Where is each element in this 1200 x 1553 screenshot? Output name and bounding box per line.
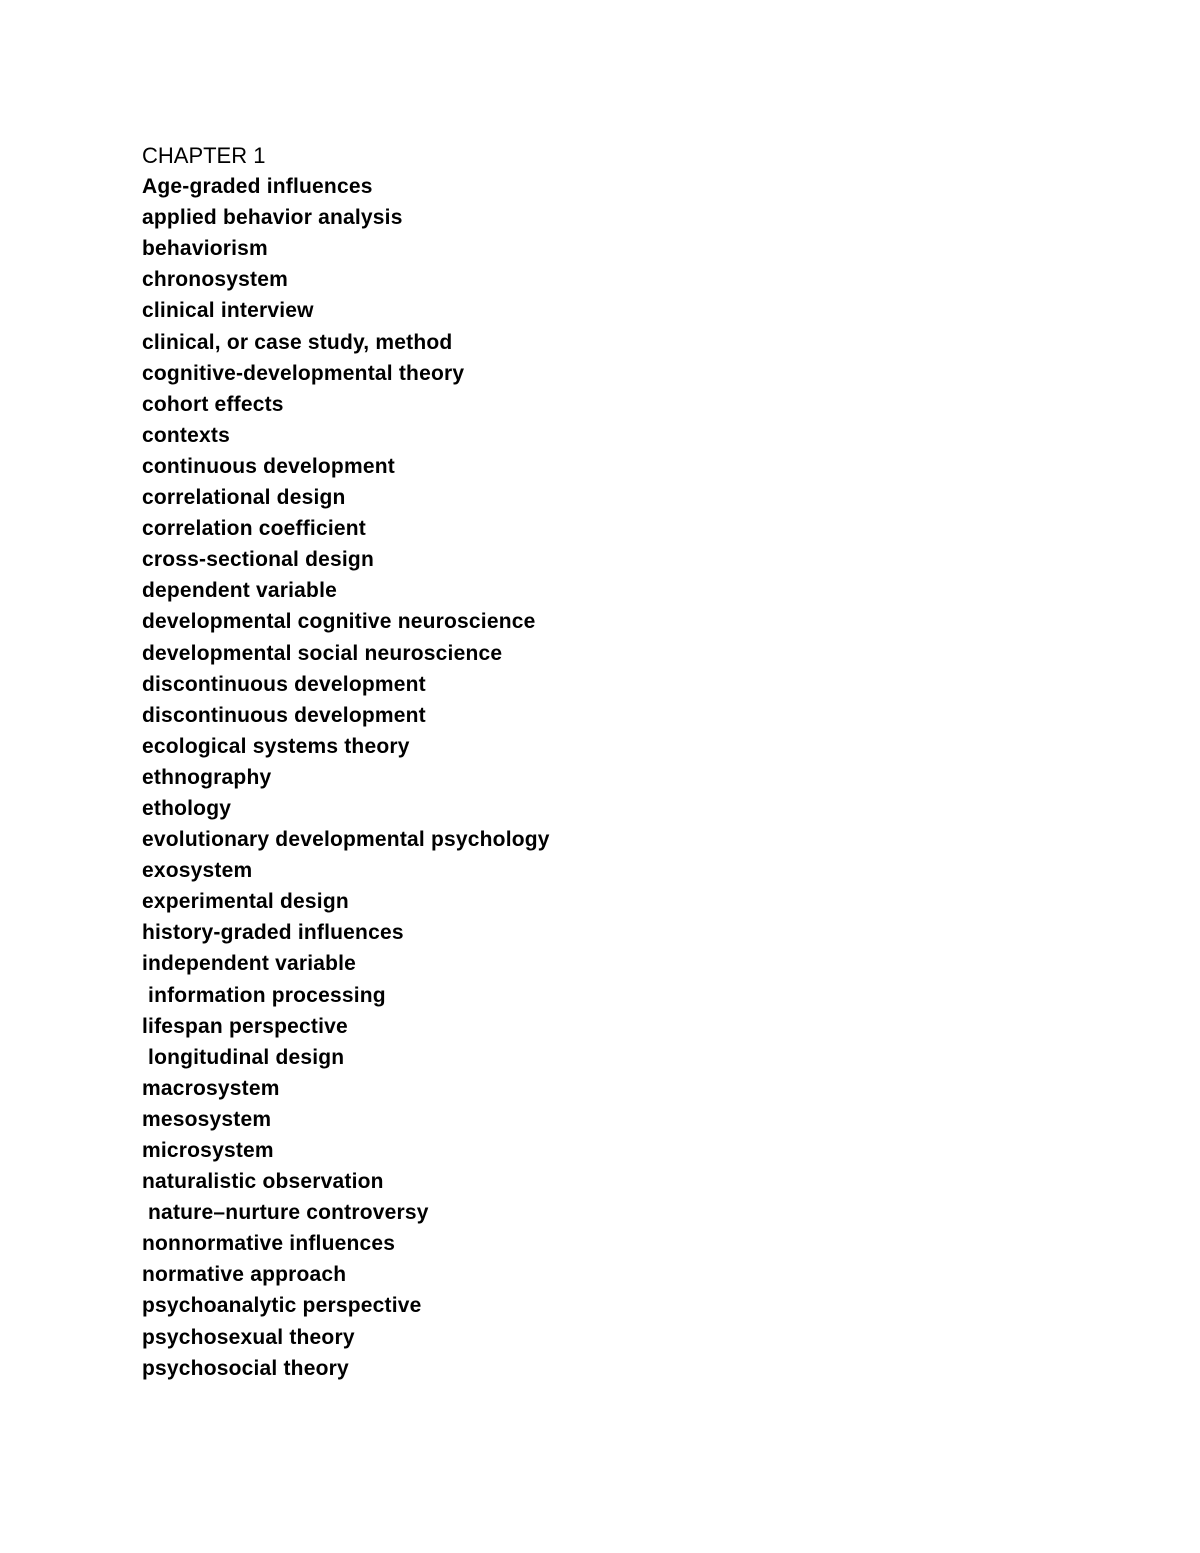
term-item: cognitive-developmental theory — [142, 361, 465, 385]
term-item: independent variable — [142, 952, 357, 976]
term-item: exosystem — [142, 859, 253, 883]
term-item: nature–nurture controversy — [142, 1201, 429, 1225]
term-list — [142, 171, 1042, 1384]
term-item: clinical, or case study, method — [142, 330, 453, 354]
term-item: cohort effects — [142, 392, 284, 416]
term-item: contexts — [142, 423, 230, 447]
term-item: naturalistic observation — [142, 1170, 384, 1194]
term-item: developmental cognitive neuroscience — [142, 610, 536, 634]
term-item: cross-sectional design — [142, 548, 374, 572]
term-item: chronosystem — [142, 268, 288, 292]
term-item: correlational design — [142, 486, 346, 510]
term-item: longitudinal design — [142, 1045, 345, 1069]
term-item: information processing — [142, 983, 386, 1007]
term-item: clinical interview — [142, 299, 314, 323]
term-item: ethology — [142, 796, 232, 820]
term-item: continuous development — [142, 454, 395, 478]
term-item: Age-graded influences — [142, 175, 373, 199]
chapter-heading: CHAPTER 1 — [142, 143, 266, 168]
term-item: correlation coefficient — [142, 517, 366, 541]
term-item: mesosystem — [142, 1107, 272, 1131]
term-item: macrosystem — [142, 1076, 280, 1100]
document-body — [142, 140, 1042, 1384]
term-item: discontinuous development — [142, 703, 426, 727]
term-item: behaviorism — [142, 237, 268, 261]
term-item: nonnormative influences — [142, 1232, 396, 1256]
term-item: ecological systems theory — [142, 734, 410, 758]
term-item: microsystem — [142, 1139, 274, 1162]
term-item: discontinuous development — [142, 672, 426, 696]
term-item: experimental design — [142, 890, 349, 914]
term-item: psychosexual theory — [142, 1325, 355, 1349]
term-item: developmental social neuroscience — [142, 641, 503, 665]
term-item: psychosocial theory — [142, 1356, 349, 1380]
term-item: lifespan perspective — [142, 1014, 348, 1038]
term-item: ethnography — [142, 765, 272, 789]
term-item: dependent variable — [142, 579, 337, 603]
term-item: psychoanalytic perspective — [142, 1294, 422, 1318]
term-item: normative approach — [142, 1263, 347, 1287]
term-item: history-graded influences — [142, 921, 404, 945]
term-item: applied behavior analysis — [142, 206, 403, 230]
term-item: evolutionary developmental psychology — [142, 828, 550, 852]
